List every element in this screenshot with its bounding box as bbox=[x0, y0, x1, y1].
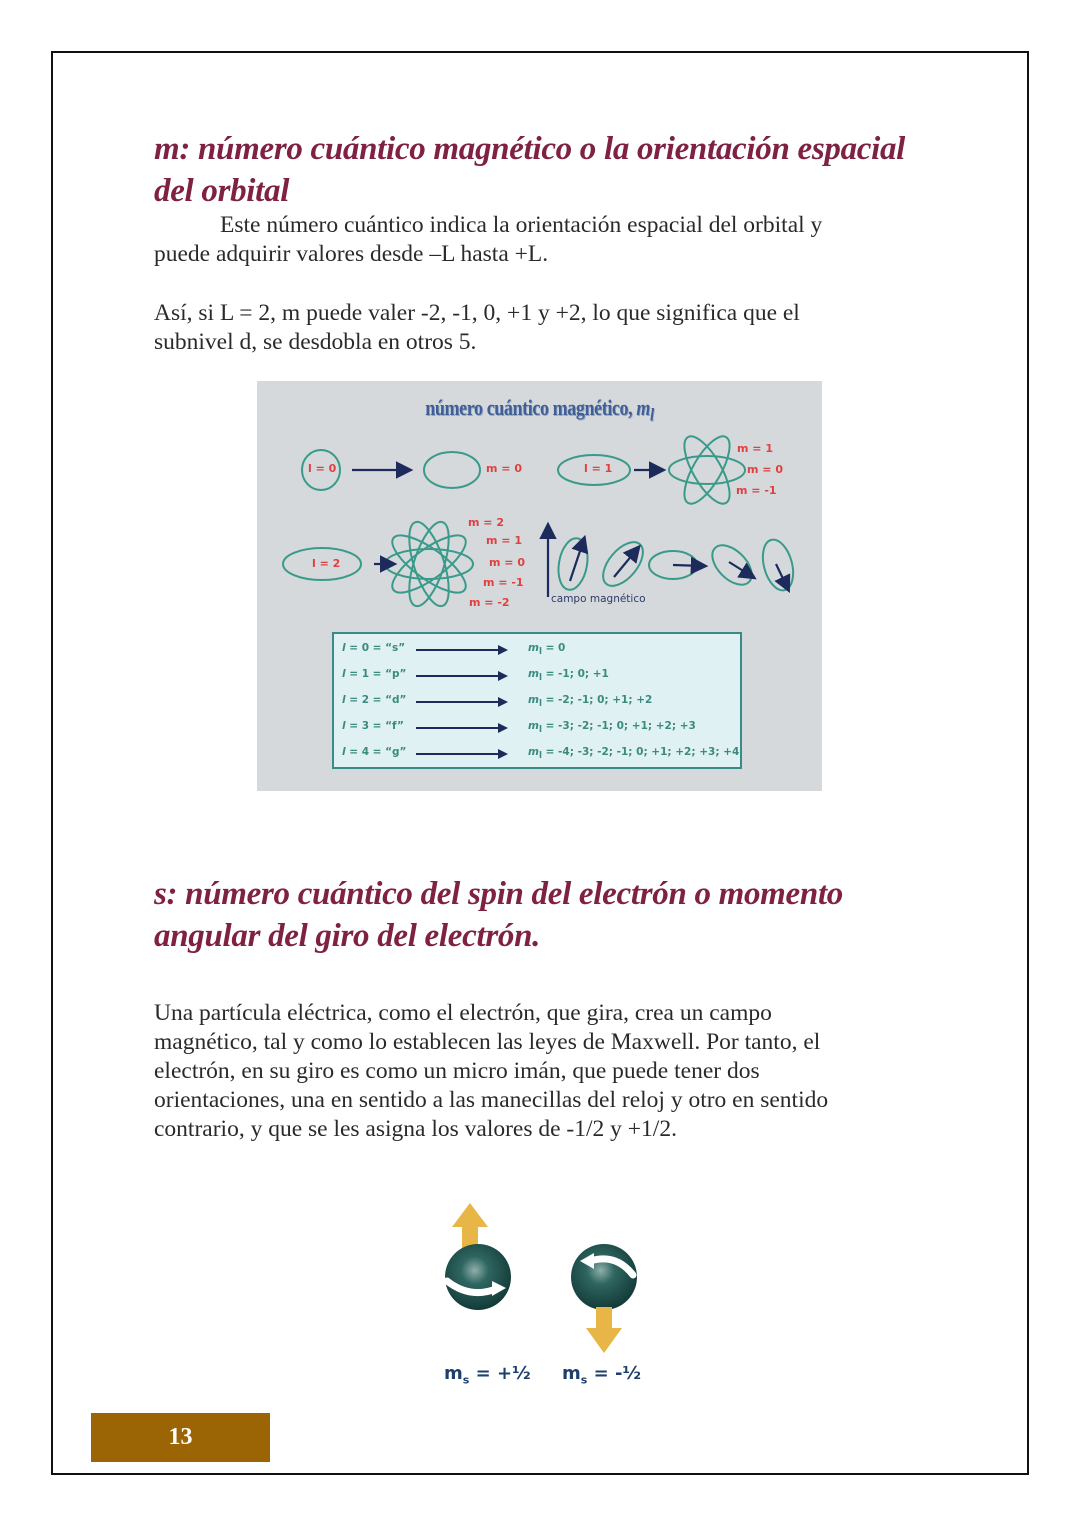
para-line: Así, si L = 2, m puede valer -2, -1, 0, +1 y +2, lo que significa que el bbox=[154, 300, 800, 326]
label-l2: l = 2 bbox=[312, 557, 341, 570]
label-l0: l = 0 bbox=[308, 462, 337, 475]
spin-down-icon bbox=[571, 1244, 637, 1353]
label-l1-m1: m = 1 bbox=[737, 442, 773, 455]
label-l2-m-1: m = -1 bbox=[483, 576, 524, 589]
table-cell-l: l = 3 = “f” bbox=[342, 720, 404, 732]
table-row bbox=[334, 642, 740, 666]
label-l2-m-2: m = -2 bbox=[469, 596, 510, 609]
table-cell-l: l = 0 = “s” bbox=[342, 642, 406, 654]
table-row bbox=[334, 694, 740, 718]
label-l1: l = 1 bbox=[584, 462, 613, 475]
spin-figure bbox=[430, 1195, 660, 1395]
para-line: Una partícula eléctrica, como el electrón, que gira, crea un campo bbox=[154, 1000, 772, 1026]
para-line: magnético, tal y como lo establecen las leyes de Maxwell. Por tanto, el bbox=[154, 1029, 821, 1055]
label-spin-up: $m_s$ = +½ bbox=[444, 1363, 531, 1387]
table-cell-ml: $m_l = -3$; -2; -1; 0; +1; +2; +3 bbox=[528, 720, 696, 736]
heading-line-1: m: número cuántico magnético o la orientación espacial bbox=[154, 131, 906, 167]
table-row bbox=[334, 746, 740, 770]
arrow-icon bbox=[416, 753, 506, 755]
heading-line-2: angular del giro del electrón. bbox=[154, 918, 541, 954]
para-line: Este número cuántico indica la orientación espacial del orbital y bbox=[220, 212, 823, 238]
figure-title: número cuántico magnético, $m_l$ bbox=[425, 395, 654, 425]
orbitals-l1-split bbox=[669, 430, 745, 510]
arrow-icon bbox=[416, 701, 506, 703]
table-cell-l: l = 4 = “g” bbox=[342, 746, 407, 758]
label-magnetic-field: campo magnético bbox=[551, 593, 646, 605]
para-line: contrario, y que se les asigna los valores de -1/2 y +1/2. bbox=[154, 1116, 677, 1142]
paragraph-orientation bbox=[154, 211, 822, 269]
label-m0: m = 0 bbox=[486, 462, 522, 475]
label-l2-m2: m = 2 bbox=[468, 516, 504, 529]
arrow-icon bbox=[416, 649, 506, 651]
heading-magnetic-quantum-number bbox=[154, 128, 905, 212]
table-row bbox=[334, 720, 740, 744]
arrow-icon bbox=[416, 727, 506, 729]
para-line: subnivel d, se desdobla en otros 5. bbox=[154, 329, 477, 355]
table-cell-l: l = 1 = “p” bbox=[342, 668, 407, 680]
table-cell-ml: $m_l = 0$ bbox=[528, 642, 566, 658]
page-number-badge bbox=[91, 1413, 270, 1462]
heading-line-2: del orbital bbox=[154, 173, 290, 209]
ml-values-table bbox=[332, 632, 742, 769]
spin-graphics bbox=[430, 1195, 660, 1365]
para-line: electrón, en su giro es como un micro imán, que puede tener dos bbox=[154, 1058, 760, 1084]
heading-spin-quantum-number bbox=[154, 873, 843, 957]
paragraph-example-l2 bbox=[154, 299, 800, 357]
label-l1-m-1: m = -1 bbox=[736, 484, 777, 497]
orbital-m0 bbox=[424, 452, 480, 488]
table-row bbox=[334, 668, 740, 692]
para-line: puede adquirir valores desde –L hasta +L. bbox=[154, 241, 549, 267]
label-l2-m1: m = 1 bbox=[486, 534, 522, 547]
spin-up-icon bbox=[445, 1203, 511, 1310]
table-cell-ml: $m_l = -4$; -3; -2; -1; 0; +1; +2; +3; +4 bbox=[528, 746, 740, 762]
orbitals-l2-split bbox=[385, 518, 474, 611]
table-cell-l: l = 2 = “d” bbox=[342, 694, 407, 706]
para-line: orientaciones, una en sentido a las manecillas del reloj y otro en sentido bbox=[154, 1087, 829, 1113]
page-number: 13 bbox=[168, 1424, 193, 1450]
heading-line-1: s: número cuántico del spin del electrón o momento bbox=[154, 876, 844, 912]
label-l1-m0: m = 0 bbox=[747, 463, 783, 476]
label-l2-m0: m = 0 bbox=[489, 556, 525, 569]
label-spin-down: $m_s$ = -½ bbox=[562, 1363, 642, 1387]
arrow-icon bbox=[416, 675, 506, 677]
table-cell-ml: $m_l = -1$; 0; +1 bbox=[528, 668, 609, 684]
magnetic-quantum-number-figure bbox=[257, 381, 822, 791]
table-cell-ml: $m_l = -2$; -1; 0; +1; +2 bbox=[528, 694, 653, 710]
paragraph-spin bbox=[154, 999, 828, 1144]
